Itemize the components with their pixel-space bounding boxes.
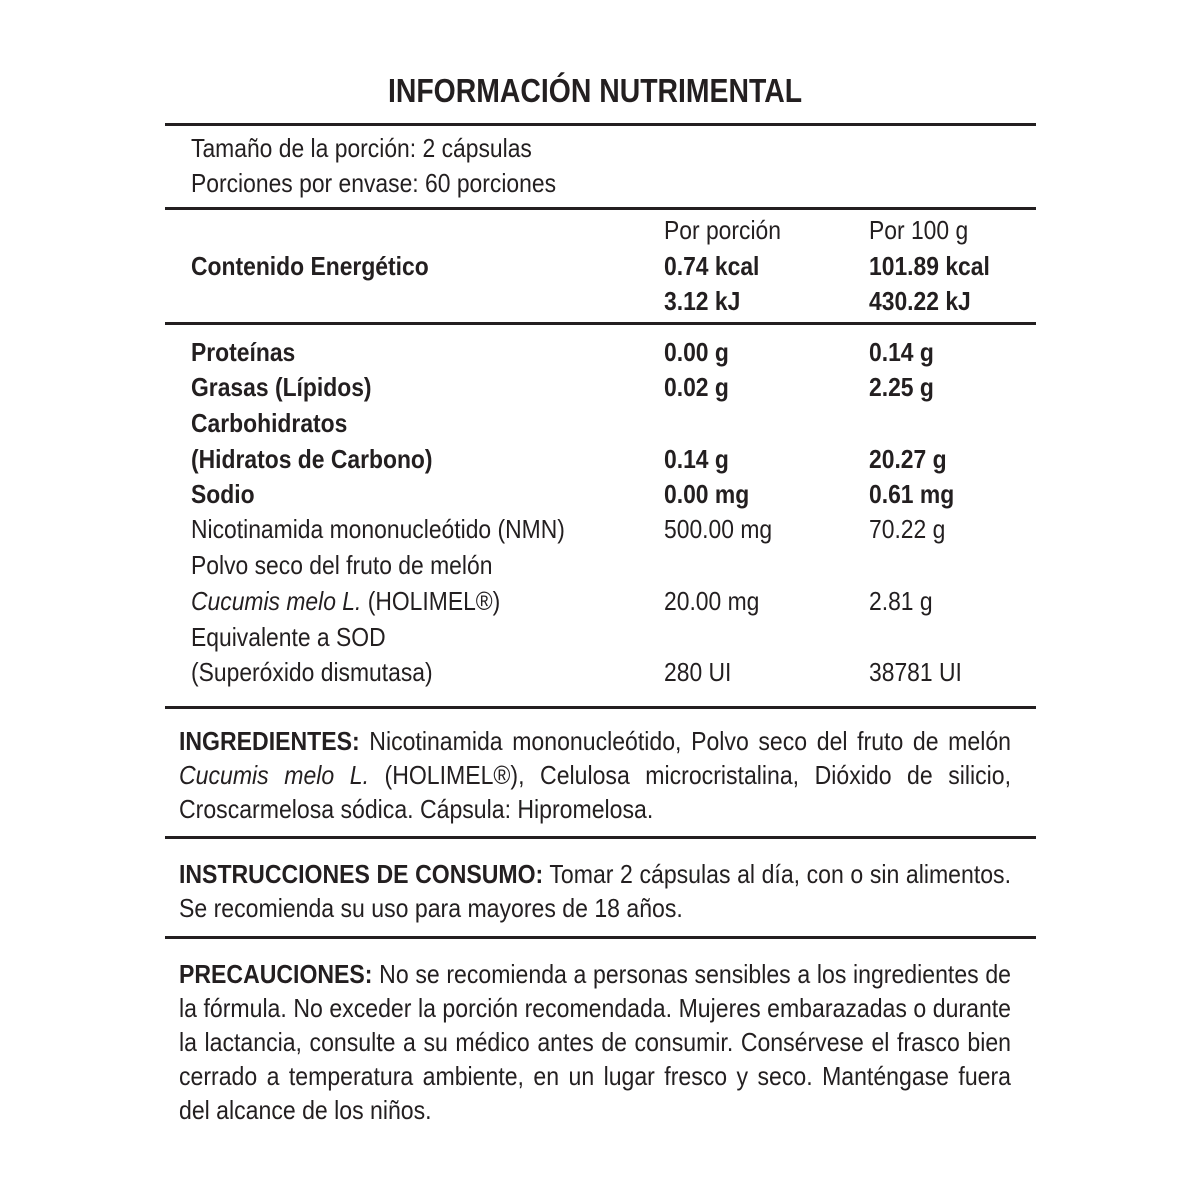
divider-energy — [165, 322, 1036, 325]
nutrient-100g-nmn: 70.22 g — [869, 514, 946, 544]
nutrient-label-melon-2 — [191, 583, 500, 619]
energy-label: Contenido Energético — [191, 251, 429, 281]
nutrient-portion-sodio: 0.00 mg — [664, 479, 750, 509]
column-header-100g: Por 100 g — [869, 215, 969, 245]
divider-nutrients — [165, 706, 1036, 709]
ingredients-label: INGREDIENTES: — [179, 726, 360, 756]
nutrient-100g-carbs: 20.27 g — [869, 444, 947, 474]
energy-kj-portion: 3.12 kJ — [664, 286, 741, 316]
divider-serving — [165, 207, 1036, 210]
nutrient-label-sodio: Sodio — [191, 479, 255, 509]
nutrient-100g-melon: 2.81 g — [869, 586, 933, 616]
ingredients-paragraph — [179, 724, 1011, 826]
instructions-label: INSTRUCCIONES DE CONSUMO: — [179, 859, 544, 889]
nutrient-label-nmn: Nicotinamida mononucleótido (NMN) — [191, 514, 565, 544]
energy-kj-100g: 430.22 kJ — [869, 286, 971, 316]
nutrient-label-sod-1: Equivalente a SOD — [191, 622, 386, 652]
nutrient-100g-sodio: 0.61 mg — [869, 479, 955, 509]
ingredients-text-1: Nicotinamida mononucleótido, Polvo seco del fruto de melón — [359, 726, 1012, 756]
energy-kcal-portion: 0.74 kcal — [664, 251, 760, 281]
instructions-text: Tomar 2 cápsulas al día, con o sin alimentos. Se recomienda su uso para mayores de 18 años. — [179, 859, 1012, 923]
nutrient-portion-sod: 280 UI — [664, 657, 732, 687]
melon-brand: (HOLIMEL®) — [361, 586, 501, 616]
nutrient-label-carbs-2: (Hidratos de Carbono) — [191, 444, 433, 474]
nutrient-label-carbs-1: Carbohidratos — [191, 408, 348, 438]
precautions-label: PRECAUCIONES: — [179, 959, 373, 989]
nutrient-label-melon-1: Polvo seco del fruto de melón — [191, 550, 493, 580]
label-title: INFORMACIÓN NUTRIMENTAL — [387, 72, 803, 109]
nutrient-label-proteinas: Proteínas — [191, 337, 296, 367]
nutrient-label-grasas: Grasas (Lípidos) — [191, 372, 372, 402]
nutrient-portion-proteinas: 0.00 g — [664, 337, 729, 367]
column-header-portion: Por porción — [664, 215, 782, 245]
nutrient-label-sod-2: (Superóxido dismutasa) — [191, 657, 433, 687]
precautions-text: No se recomienda a personas sensibles a los ingredientes de la fórmula. No exceder la porción recomendada. Mujeres embarazadas o durante la lactancia, consulte a su médico antes de consumir. Consérvese el frasco bien cerrado a temperatura ambiente, en un lugar fresco y seco. Manténgase fuera del alcance de los niños. — [179, 959, 1012, 1125]
melon-species-italic: Cucumis melo L. — [191, 586, 362, 616]
nutrient-portion-carbs: 0.14 g — [664, 444, 729, 474]
serving-size: Tamaño de la porción: 2 cápsulas — [191, 133, 532, 163]
ingredients-italic: Cucumis melo L. — [179, 760, 369, 790]
energy-kcal-100g: 101.89 kcal — [869, 251, 990, 281]
ingredients-text-2: (HOLIMEL®), Celulosa microcristalina, Dióxido de silicio, Croscarmelosa sódica. Cápsula: Hipromelosa. — [179, 760, 1012, 824]
nutrient-portion-nmn: 500.00 mg — [664, 514, 773, 544]
nutrient-100g-sod: 38781 UI — [869, 657, 962, 687]
nutrient-100g-grasas: 2.25 g — [869, 372, 934, 402]
servings-per-container: Porciones por envase: 60 porciones — [191, 168, 557, 198]
divider-top — [165, 123, 1036, 126]
divider-instructions — [165, 936, 1036, 939]
divider-ingredients — [165, 836, 1036, 839]
nutrient-portion-melon: 20.00 mg — [664, 586, 760, 616]
precautions-paragraph — [179, 957, 1011, 1127]
nutrient-100g-proteinas: 0.14 g — [869, 337, 934, 367]
nutrient-portion-grasas: 0.02 g — [664, 372, 729, 402]
instructions-paragraph — [179, 857, 1011, 925]
